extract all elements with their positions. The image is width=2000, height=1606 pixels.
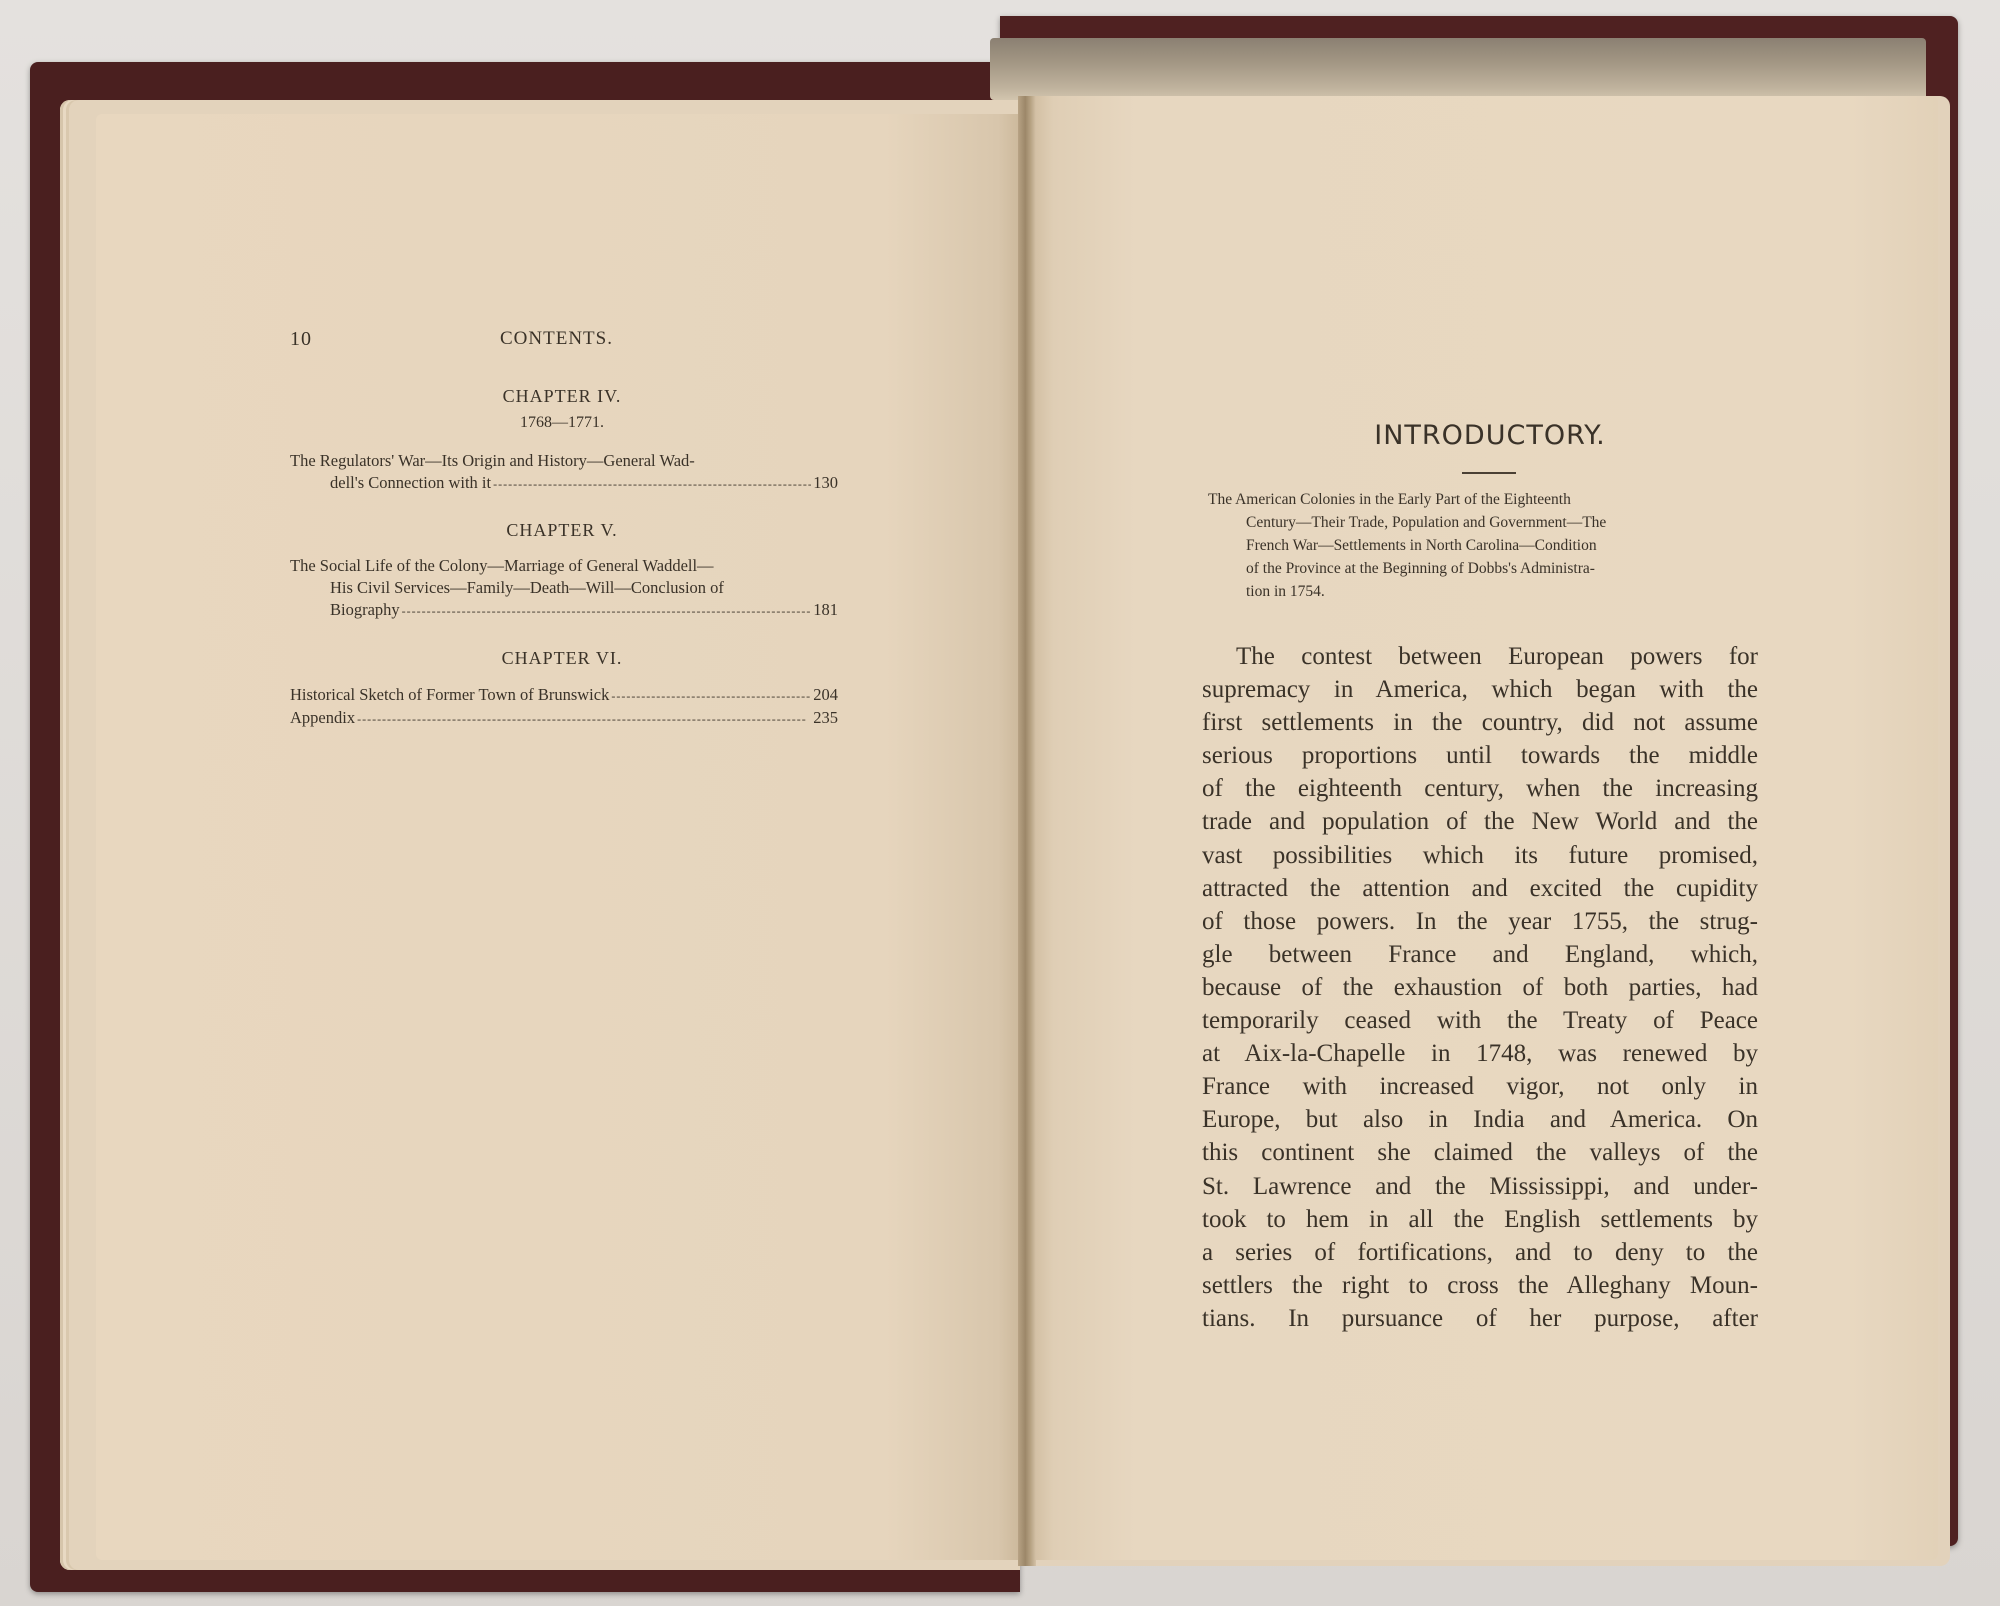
body-line: a series of fortifications, and to deny to the [1202, 1238, 1758, 1266]
body-line: St. Lawrence and the Mississippi, and under- [1202, 1172, 1758, 1200]
toc-entry-line: The Social Life of the Colony—Marriage of General Waddell— [290, 556, 714, 575]
synopsis-line: The American Colonies in the Early Part of the Eighteenth [1208, 491, 1571, 508]
synopsis-line: French War—Settlements in North Carolina—Condition [1246, 537, 1597, 554]
body-line: gle between France and England, which, [1202, 940, 1758, 968]
body-line: attracted the attention and excited the cupidity [1202, 874, 1758, 902]
body-line: temporarily ceased with the Treaty of Peace [1202, 1007, 1758, 1035]
body-line: trade and population of the New World and the [1202, 808, 1758, 836]
toc-entry [290, 555, 838, 622]
synopsis-line: of the Province at the Beginning of Dobbs's Administra- [1246, 560, 1595, 577]
body-line: Europe, but also in India and America. On [1202, 1106, 1758, 1134]
leader-dots [611, 684, 811, 707]
chapter-heading: CHAPTER IV. [502, 386, 622, 406]
body-line: tians. In pursuance of her purpose, after [1202, 1304, 1758, 1332]
toc-entry-line: Biography [330, 600, 400, 619]
toc-page-number: 204 [813, 685, 838, 704]
body-line: France with increased vigor, not only in [1202, 1073, 1758, 1101]
page-number: 10 [290, 328, 312, 350]
synopsis-line: Century—Their Trade, Population and Government—The [1246, 514, 1607, 531]
body-line: settlers the right to cross the Alleghany Moun- [1202, 1271, 1758, 1299]
toc-entry-line: Appendix [290, 708, 356, 727]
toc-page-number: 235 [813, 708, 838, 727]
body-line: serious proportions until towards the middle [1202, 742, 1758, 770]
book-gutter [1018, 96, 1036, 1566]
chapter-heading: CHAPTER VI. [501, 648, 623, 668]
chapter-years: 1768—1771. [520, 414, 604, 431]
title-rule [1462, 472, 1516, 474]
running-head: CONTENTS. [500, 328, 613, 349]
toc-entry [290, 684, 838, 730]
leader-dots [402, 599, 812, 622]
page-edges-top [990, 38, 1926, 100]
body-line: first settlements in the country, did not assume [1202, 709, 1758, 737]
leader-dots [493, 472, 811, 495]
chapter-title: INTRODUCTORY. [1374, 420, 1606, 451]
chapter-synopsis [1208, 488, 1764, 603]
toc-entry-line: Historical Sketch of Former Town of Brunswick [290, 685, 610, 704]
toc-entry [290, 450, 838, 495]
toc-entry-line: His Civil Services—Family—Death—Will—Conclusion of [330, 578, 724, 597]
toc-page-number: 130 [813, 473, 838, 492]
body-line: The contest between European powers for [1236, 643, 1758, 670]
body-line: supremacy in America, which began with the [1202, 676, 1758, 704]
body-line: this continent she claimed the valleys of the [1202, 1139, 1758, 1167]
body-line: vast possibilities which its future promised, [1202, 841, 1758, 869]
body-line: took to hem in all the English settlements by [1202, 1205, 1758, 1233]
toc-entry-line: The Regulators' War—Its Origin and History—General Wad- [290, 451, 695, 470]
body-line: because of the exhaustion of both parties, had [1202, 973, 1758, 1001]
body-line: of the eighteenth century, when the increasing [1202, 775, 1758, 803]
toc-page-number: 181 [813, 600, 838, 619]
body-line: of those powers. In the year 1755, the strug- [1202, 907, 1758, 935]
toc-entry-line: dell's Connection with it [330, 473, 492, 492]
chapter-heading: CHAPTER V. [506, 520, 618, 540]
synopsis-line: tion in 1754. [1246, 583, 1325, 600]
body-line: at Aix-la-Chapelle in 1748, was renewed by [1202, 1040, 1758, 1068]
leader-dots [357, 707, 811, 730]
body-paragraph [1202, 640, 1758, 1335]
